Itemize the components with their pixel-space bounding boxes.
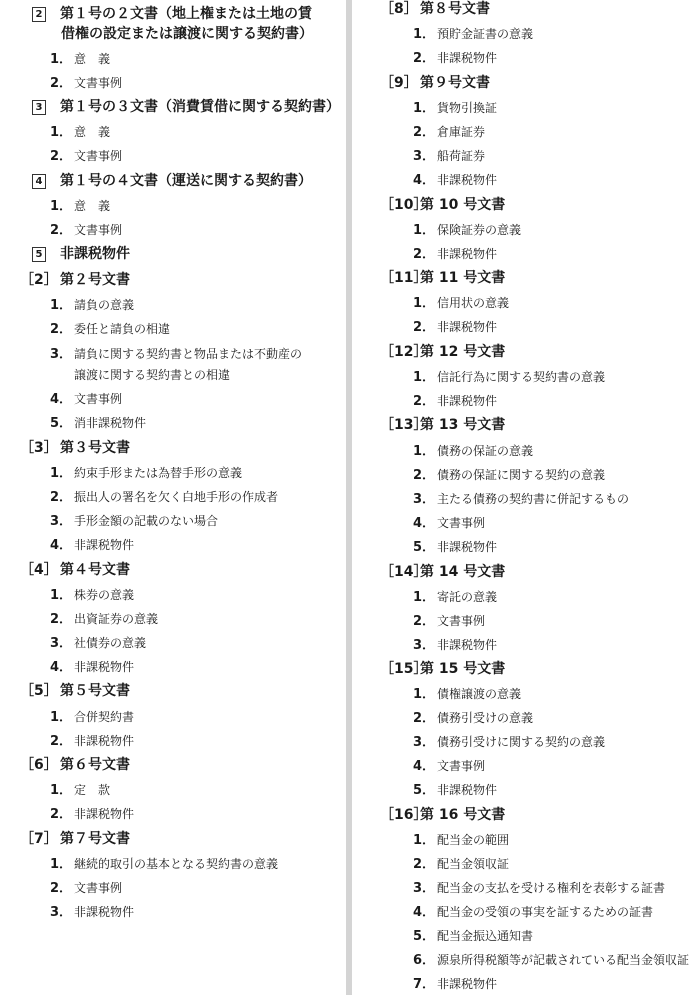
item-number: 1． [413,370,436,385]
section-number: ［6］ [20,757,58,773]
toc-item [50,72,122,95]
item-label: 非課税物件 [437,638,498,652]
item-number: 4． [413,759,436,774]
toc-item [413,949,689,972]
item-number: 3． [413,492,436,507]
item-label: 非課税物件 [437,977,498,991]
subsection-number-box: 5 [32,247,46,262]
item-label: 預貯金証書の意義 [437,27,534,41]
item-number: 6． [413,953,436,968]
toc-item [413,145,485,168]
subsection-heading [32,3,312,25]
item-label: 非課税物件 [74,538,135,552]
item-number: 1． [413,101,436,116]
item-number: 4． [50,660,73,675]
item-label: 非課税物件 [437,394,498,408]
toc-item [50,486,278,509]
section-title: 第６号文書 [60,757,130,773]
item-label: 非課税物件 [437,783,498,797]
toc-item [50,412,146,435]
toc-item [413,925,533,948]
item-number: 3． [413,149,436,164]
item-label: 非課税物件 [74,734,135,748]
item-label: 非課税物件 [437,320,498,334]
item-label: 非課税物件 [74,807,135,821]
section-heading [355,267,505,289]
section-number: ［16］ [380,807,428,823]
item-number: 5． [50,416,73,431]
toc-item [50,510,218,533]
toc-item [50,853,278,876]
toc-item [413,683,521,706]
toc-item [413,243,497,266]
item-number: 2． [413,857,436,872]
item-number: 1． [50,710,73,725]
toc-item [50,294,134,317]
section-number: ［7］ [20,831,58,847]
item-number: 1． [413,444,436,459]
item-number: 1． [50,199,73,214]
section-heading [0,680,130,702]
item-label: 倉庫証券 [437,125,486,139]
toc-item [50,48,110,71]
item-number: 4． [413,905,436,920]
toc-item [50,632,146,655]
item-label: 配当金の受領の事実を証するための証書 [437,905,654,919]
section-number: ［3］ [20,440,58,456]
toc-item [413,366,605,389]
item-number: 2． [50,76,73,91]
item-label: 信託行為に関する契約書の意義 [437,370,606,384]
item-label: 合併契約書 [74,710,135,724]
subsection-title: 第１号の４文書（運送に関する契約書） [60,173,312,189]
item-label: 意 義 [74,125,111,139]
item-label: 社債券の意義 [74,636,147,650]
toc-item [413,488,629,511]
toc-item [413,292,509,315]
toc-item [50,219,122,242]
item-label: 主たる債務の契約書に併記するもの [437,492,630,506]
section-heading [355,72,490,94]
section-heading [355,561,505,583]
section-heading [0,828,130,850]
section-title: 第 16 号文書 [420,807,506,823]
subsection-heading [32,170,312,192]
item-number: 3． [50,905,73,920]
item-label: 債務の保証に関する契約の意義 [437,468,606,482]
item-label: 貨物引換証 [437,101,498,115]
section-title: 第５号文書 [60,683,130,699]
toc-item [413,901,653,924]
subsection-heading [32,96,340,118]
section-heading [0,269,130,291]
section-title: 第７号文書 [60,831,130,847]
toc-item [413,440,533,463]
toc-item [50,706,134,729]
item-label: 債務の保証の意義 [437,444,534,458]
section-number: ［2］ [20,272,58,288]
toc-item [413,121,485,144]
item-number: 2． [50,734,73,749]
item-number: 7． [413,977,436,992]
item-label: 非課税物件 [437,173,498,187]
section-title: 第 14 号文書 [420,564,506,580]
item-number: 4． [50,392,73,407]
item-label: 委任と請負の相違 [74,322,171,336]
toc-item [413,829,509,852]
item-label: 消非課税物件 [74,416,147,430]
toc-item [413,390,497,413]
toc-item [413,169,497,192]
item-label: 文書事例 [74,392,123,406]
item-number: 1． [50,783,73,798]
section-number: ［15］ [380,661,428,677]
item-label: 船荷証券 [437,149,486,163]
item-number: 1． [50,298,73,313]
toc-item [50,730,134,753]
item-number: 2． [50,881,73,896]
section-title: 第９号文書 [420,75,490,91]
item-number: 1． [413,296,436,311]
item-number: 2． [50,807,73,822]
toc-item [50,343,302,366]
item-number: 1． [50,52,73,67]
item-number: 3． [413,881,436,896]
toc-item [413,464,605,487]
subsection-title: 第１号の３文書（消費賃借に関する契約書） [60,99,340,115]
toc-item [413,97,497,120]
item-label: 文書事例 [437,759,486,773]
toc-item [413,877,665,900]
toc-item [50,318,170,341]
item-label: 非課税物件 [437,51,498,65]
item-label: 債務引受けに関する契約の意義 [437,735,606,749]
toc-item [413,316,497,339]
section-number: ［9］ [380,75,418,91]
item-label: 文書事例 [74,881,123,895]
toc-item [413,23,533,46]
item-label: 配当金の範囲 [437,833,510,847]
item-label: 手形金額の記載のない場合 [74,514,219,528]
item-number: 1． [413,833,436,848]
item-number: 1． [413,590,436,605]
continuation-line: 譲渡に関する契約書との相違 [74,368,231,382]
toc-item [413,779,497,802]
item-label: 非課税物件 [437,540,498,554]
toc-item [413,634,497,657]
section-number: ［8］ [380,1,418,17]
item-number: 1． [50,466,73,481]
item-label: 源泉所得税額等が記載されている配当金領収証 [437,953,690,967]
toc-right-column [355,0,700,995]
section-number: ［5］ [20,683,58,699]
section-heading [0,754,130,776]
item-number: 4． [50,538,73,553]
item-number: 3． [50,636,73,651]
subsection-heading [32,243,130,265]
item-label: 保険証券の意義 [437,223,522,237]
subsection-number-box: 4 [32,174,46,189]
item-number: 4． [413,516,436,531]
item-number: 2． [413,468,436,483]
item-label: 請負の意義 [74,298,135,312]
item-label: 約束手形または為替手形の意義 [74,466,243,480]
item-label: 債務引受けの意義 [437,711,534,725]
item-label: 文書事例 [437,516,486,530]
section-number: ［4］ [20,562,58,578]
toc-item [50,803,134,826]
toc-item [413,219,521,242]
section-number: ［11］ [380,270,428,286]
item-label: 配当金振込通知書 [437,929,534,943]
item-label: 出資証券の意義 [74,612,159,626]
toc-item [50,877,122,900]
section-heading [355,341,505,363]
item-number: 1． [413,27,436,42]
item-number: 1． [50,588,73,603]
toc-item [50,901,134,924]
section-title: 第２号文書 [60,272,130,288]
item-label: 請負に関する契約書と物品または不動産の [74,347,303,361]
toc-item [50,195,110,218]
subsection-number-box: 3 [32,100,46,115]
item-label: 債権譲渡の意義 [437,687,522,701]
section-title: 第 11 号文書 [420,270,506,286]
toc-item [413,610,485,633]
item-number: 5． [413,929,436,944]
item-number: 1． [50,125,73,140]
section-heading [355,0,490,20]
item-label: 定 款 [74,783,111,797]
item-label: 継続的取引の基本となる契約書の意義 [74,857,279,871]
section-title: 第４号文書 [60,562,130,578]
item-label: 信用状の意義 [437,296,510,310]
item-number: 5． [413,540,436,555]
item-number: 2． [50,223,73,238]
section-title: 第 15 号文書 [420,661,506,677]
section-heading [355,414,505,436]
item-label: 文書事例 [74,149,123,163]
item-number: 2． [413,320,436,335]
item-label: 非課税物件 [74,660,135,674]
item-label: 配当金の支払を受ける権利を表彰する証書 [437,881,666,895]
item-number: 2． [413,711,436,726]
item-number: 3． [50,347,73,362]
item-label: 意 義 [74,52,111,66]
item-label: 寄託の意義 [437,590,498,604]
section-heading [355,194,505,216]
column-divider [346,0,352,995]
toc-item [413,536,497,559]
section-heading [355,658,505,680]
toc-item [50,608,158,631]
subsection-title: 第１号の２文書（地上権または土地の賃 [60,6,312,22]
item-number: 3． [50,514,73,529]
section-title: 第３号文書 [60,440,130,456]
item-number: 2． [50,490,73,505]
subsection-title: 非課税物件 [60,246,130,262]
section-title: 第 12 号文書 [420,344,506,360]
section-heading [0,437,130,459]
item-number: 2． [413,51,436,66]
section-number: ［13］ [380,417,428,433]
toc-item [413,731,605,754]
item-number: 2． [50,612,73,627]
item-label: 非課税物件 [74,905,135,919]
toc-item [413,853,509,876]
item-number: 3． [413,735,436,750]
toc-item [50,145,122,168]
toc-item [413,707,533,730]
section-heading [0,559,130,581]
item-number: 4． [413,173,436,188]
item-label: 文書事例 [437,614,486,628]
item-label: 意 義 [74,199,111,213]
item-label: 配当金領収証 [437,857,510,871]
toc-left-column [0,0,345,995]
item-number: 5． [413,783,436,798]
item-label: 株券の意義 [74,588,135,602]
section-number: ［12］ [380,344,428,360]
toc-item [50,534,134,557]
section-title: 第 13 号文書 [420,417,506,433]
section-title: 第８号文書 [420,1,490,17]
toc-item [413,586,497,609]
toc-item [50,656,134,679]
toc-item [413,755,485,778]
toc-item [50,779,110,802]
item-number: 1． [50,857,73,872]
toc-item [50,462,242,485]
item-number: 3． [413,638,436,653]
item-label: 文書事例 [74,223,123,237]
subsection-number-box: 2 [32,7,46,22]
item-number: 2． [50,322,73,337]
item-number: 2． [413,125,436,140]
section-title: 第 10 号文書 [420,197,506,213]
section-number: ［14］ [380,564,428,580]
item-number: 1． [413,687,436,702]
item-label: 文書事例 [74,76,123,90]
item-label: 非課税物件 [437,247,498,261]
toc-item [50,584,134,607]
toc-item [50,388,122,411]
toc-item [413,512,485,535]
section-heading [355,804,505,826]
toc-item [413,47,497,70]
item-number: 2． [413,394,436,409]
toc-item [50,121,110,144]
item-number: 2． [413,247,436,262]
item-label: 振出人の署名を欠く白地手形の作成者 [74,490,279,504]
continuation-line: 借権の設定または譲渡に関する契約書） [61,26,313,42]
toc-item [413,973,497,996]
item-number: 2． [413,614,436,629]
section-number: ［10］ [380,197,428,213]
item-number: 1． [413,223,436,238]
item-number: 2． [50,149,73,164]
